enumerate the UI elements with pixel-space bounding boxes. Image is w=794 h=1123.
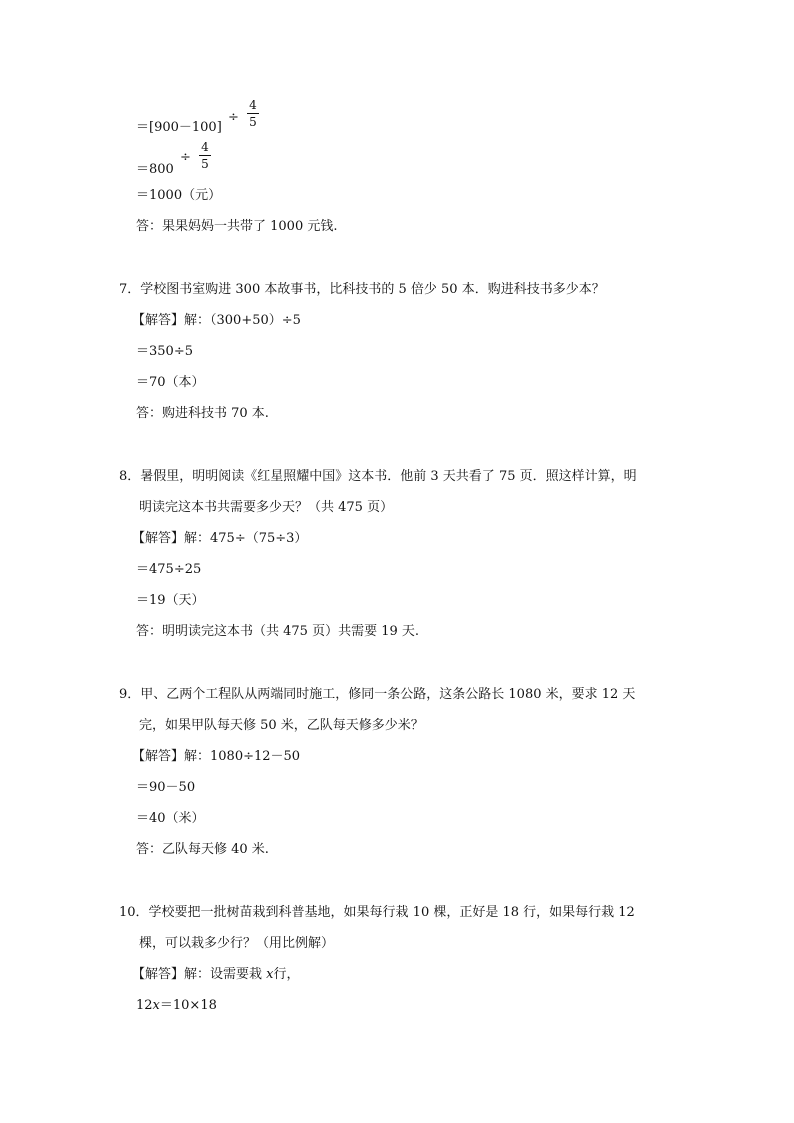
q9-solution-step3: ＝40（米） (136, 811, 205, 826)
question-8-line1: 8．暑假里，明明阅读《红星照耀中国》这本书．他前 3 天共看了 75 页．照这样计算，明 (119, 469, 637, 484)
fraction-four-fifths (199, 140, 211, 171)
q7-answer: 答：购进科技书 70 本. (136, 406, 269, 421)
q9-answer: 答：乙队每天修 40 米. (136, 842, 269, 857)
intro-step1 (136, 120, 222, 136)
q8-answer: 答：明明读完这本书（共 475 页）共需要 19 天. (136, 624, 420, 639)
question-10-line2: 棵，可以栽多少行？（用比例解） (139, 936, 335, 951)
question-9-line2: 完，如果甲队每天修 50 米，乙队每天修多少米？ (139, 718, 424, 733)
q7-solution-step1: 【解答】解：（300+50）÷5 (132, 313, 301, 328)
q10-equation (136, 998, 217, 1014)
question-9-line1: 9．甲、乙两个工程队从两端同时施工，修同一条公路，这条公路长 1080 米，要求 12 天 (119, 687, 636, 702)
fraction-bar (247, 113, 259, 114)
variable-x: x (152, 998, 160, 1013)
intro-answer: 答：果果妈妈一共带了 1000 元钱. (136, 219, 338, 234)
question-10-line1: 10．学校要把一批树苗栽到科普基地，如果每行栽 10 棵，正好是 18 行，如果每行栽 12 (119, 905, 635, 920)
intro-step2-expr: ＝800 (136, 162, 174, 177)
divide-sign: ÷ (180, 150, 191, 165)
q10-step1-suffix: 行， (273, 967, 300, 982)
divide-sign: ÷ (228, 110, 239, 125)
variable-x: x (266, 967, 274, 982)
fraction-numerator: 4 (249, 98, 257, 112)
fraction-denominator: 5 (201, 157, 209, 171)
question-7: 7．学校图书室购进 300 本故事书，比科技书的 5 倍少 50 本．购进科技书多少本？ (119, 282, 605, 297)
q7-solution-step2: ＝350÷5 (136, 344, 193, 359)
q10-equation-rhs: ＝10×18 (159, 998, 217, 1013)
intro-step1-expr: ＝[900－100] (136, 120, 222, 135)
q7-solution-step3: ＝70（本） (136, 375, 205, 390)
intro-step3: ＝1000（元） (136, 188, 222, 203)
q10-solution-step1 (132, 967, 300, 983)
fraction-bar (199, 155, 211, 156)
q8-solution-step2: ＝475÷25 (136, 562, 202, 577)
intro-step2 (136, 162, 174, 178)
q8-solution-step1: 【解答】解：475÷（75÷3） (132, 531, 308, 546)
q8-solution-step3: ＝19（天） (136, 593, 205, 608)
fraction-denominator: 5 (249, 115, 257, 129)
question-8-line2: 明读完这本书共需要多少天？（共 475 页） (139, 500, 394, 515)
fraction-four-fifths (247, 98, 259, 129)
q10-step1-text: 【解答】解：设需要栽 (132, 967, 267, 982)
q10-equation-coef: 12 (136, 998, 153, 1013)
q9-solution-step2: ＝90－50 (136, 780, 196, 795)
fraction-numerator: 4 (201, 140, 209, 154)
q9-solution-step1: 【解答】解：1080÷12－50 (132, 749, 301, 764)
